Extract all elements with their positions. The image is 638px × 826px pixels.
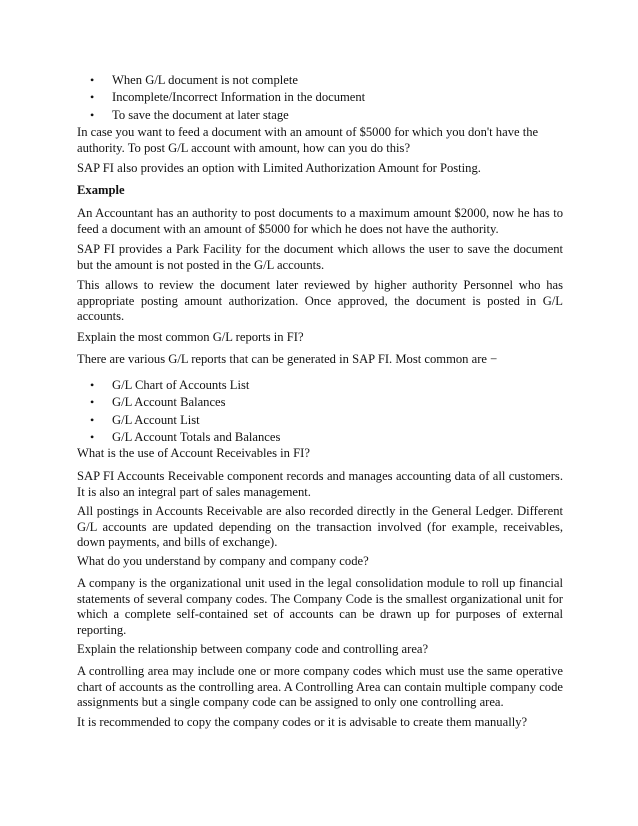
bullet-list-incomplete-reasons [80, 73, 560, 125]
question-copy-company-codes: It is recommended to copy the company codes or it is advisable to create them manually? [77, 715, 528, 729]
paragraph-limited-authorization: SAP FI also provides an option with Limited Authorization Amount for Posting. [77, 161, 481, 175]
list-item: • G/L Account Balances [80, 395, 560, 412]
question-gl-reports: Explain the most common G/L reports in FI? [77, 330, 304, 344]
paragraph-accounts-receivable-2: All postings in Accounts Receivable are also recorded directly in the General Ledger. Different G/L accounts are updated depending on the transaction involved (for example, receivables, down payments, and bills of exchange). [77, 504, 563, 549]
list-item: • G/L Account List [80, 413, 560, 430]
list-item: • Incomplete/Incorrect Information in the document [80, 90, 560, 107]
paragraph-review: This allows to review the document later reviewed by higher authority Personnel who has appropriate posting amount authorization. Once approved, the document is posted in G/L accounts. [77, 278, 563, 323]
paragraph-case: In case you want to feed a document with an amount of $5000 for which you don't have the authority. To post G/L account with amount, how can you do this? [77, 125, 539, 155]
paragraph-gl-reports: There are various G/L reports that can be generated in SAP FI. Most common are − [77, 352, 498, 366]
paragraph-accounts-receivable-1: SAP FI Accounts Receivable component records and manages accounting data of all customers. It is also an integral part of sales management. [77, 469, 563, 499]
bullet-list-gl-reports [80, 378, 560, 447]
list-item: • G/L Account Totals and Balances [80, 430, 560, 447]
paragraph-accountant: An Accountant has an authority to post documents to a maximum amount $2000, now he has to feed a document with an amount of $5000 for which he does not have the authority. [77, 206, 563, 236]
list-item: • When G/L document is not complete [80, 73, 560, 90]
list-item: • G/L Chart of Accounts List [80, 378, 560, 395]
question-company-code: What do you understand by company and company code? [77, 554, 369, 568]
paragraph-park-facility: SAP FI provides a Park Facility for the document which allows the user to save the document but the amount is not posted in the G/L accounts. [77, 242, 563, 272]
question-controlling-area: Explain the relationship between company code and controlling area? [77, 642, 429, 656]
question-account-receivables: What is the use of Account Receivables in FI? [77, 446, 310, 460]
example-heading: Example [77, 183, 125, 197]
list-item: • To save the document at later stage [80, 108, 560, 125]
paragraph-company-code: A company is the organizational unit used in the legal consolidation module to roll up financial statements of several company codes. The Company Code is the smallest organizational unit for which a complete self-contained set of accounts can be drawn up for purposes of external reporting. [77, 576, 563, 637]
paragraph-controlling-area: A controlling area may include one or more company codes which must use the same operative chart of accounts as the controlling area. A Controlling Area can contain multiple company code assignments but a single company code can be assigned to only one controlling area. [77, 664, 563, 709]
